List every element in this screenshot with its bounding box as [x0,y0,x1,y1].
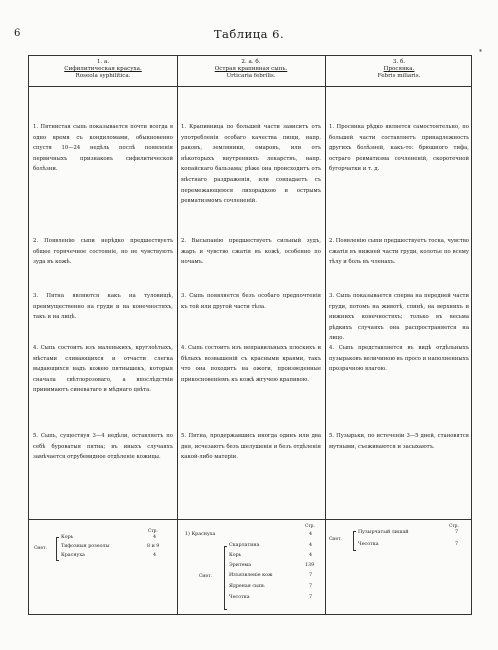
page-ref-header: Стр. [449,524,459,529]
corner-mark: * [479,49,482,56]
footnote-item-name: Эритема [229,563,252,568]
table-cell: 1. Крапивница по большей части зависитъ отъ употребленія особаго качества пищи, напр. раковъ, земляники, омаровъ, или отъ нѣкоторыхъ внутреннихъ лекарствъ, напр. копайскаго бальзама; рѣже она происходитъ отъ мѣстнаго раздраженія, или совпадаетъ съ перемежающеюся лихорадкою и острымъ ревматизмомъ сочлененій. [181,124,321,205]
footnote-list-2 [185,522,321,614]
table-cell: 2. Высыпанію предшествуетъ сильный зудъ, жаръ и чувство сжатія въ кожѣ, особенно по ночамъ. [181,238,321,266]
footnote-item-page: 4 [153,553,157,558]
footnote-item-page: 139 [305,563,315,568]
table-cell: 3. Пятна являются какъ на туловищѣ, преимущественно на груди и на конечностяхъ, такъ и на лицѣ. [33,293,173,321]
brace [353,531,356,551]
footnote-item-name: Пузырчатый лишай [358,530,409,535]
footnote-item-page: 4 [309,553,313,558]
footnote-item-name: 1) Краснуха [185,532,216,537]
table-cell: 2. Появленію сыпи нерѣдко предшествуетъ общее горячечное состояніе, но не чувствуютъ зуда въ кожѣ. [33,238,173,266]
footnote-item-page: 4 [309,532,313,537]
footnote-list-1 [34,527,171,567]
column-divider [177,56,178,614]
table-cell: 4. Сыпь представляется въ видѣ отдѣльныхъ пузырьковъ величиною въ просо и наполненныхъ прозрачною влагою. [329,345,469,373]
comparison-table [28,55,472,615]
column-divider [325,56,326,614]
column-name: Просянка. [383,66,415,73]
column-latin-name: Febris miliaris. [377,73,421,80]
footnote-item-name: Корь [229,553,242,558]
page-number: 6 [14,28,21,39]
table-cell: 1. Пятнистая сыпь показывается почти всегда в одно время съ кондиломами, обыкновенно спустя 10—24 недѣль послѣ появленія первичныхъ признаковъ сифилитической болѣзни. [33,124,173,173]
footnote-item-page: 4 [153,535,157,540]
page-ref-header: Стр. [305,524,315,529]
column-latin-name: Roseola syphilitica. [75,73,131,80]
column-name: Сифилитическая красуха. [64,66,142,73]
table-cell: 4. Сыпь состоитъ изъ маленькихъ, круглоѣтыхъ, мѣстами сливающихся и отчасти слегка выдающихся надъ кожею пятнышекъ, которыя сначала свѣтлорозоваго, а впослѣдствіи принимаютъ синеватаго и мѣднаго цвѣта. [33,345,173,394]
column-latin-name: Urticaria febrilis. [226,73,276,80]
footnote-item-name: Ядреная сыпь [229,584,265,589]
page-ref-header: Стр. [148,529,158,534]
footnote-divider [29,519,471,520]
brace [224,546,227,610]
see-label: Смот. [199,574,212,579]
footnote-item-name: Краснуха [61,553,85,558]
column-name: Острая крапивная сыпь. [214,66,288,73]
footnote-item-page: 8 и 9 [147,544,160,549]
footnote-item-name: Изъязвленіе кож [229,573,273,578]
table-cell: 1. Просянка рѣдко является самостоятельно, по большей части составляетъ принадлежность другихъ болѣзней, какъ-то: брюшного тифа, остраго ревматизма сочлененій, скоротечной бугорчатки и т. д. [329,124,469,173]
footnote-item-page: 7 [309,595,313,600]
footnote-item-name: Корь [61,535,74,540]
footnote-item-name: Чесотка [229,595,250,600]
see-label: Смот. [34,546,47,551]
footnote-item-page: 7 [309,584,313,589]
column-header-3 [325,59,473,81]
footnote-list-3 [329,522,469,558]
page-title: Таблица 6. [213,27,285,41]
column-header-1 [29,59,177,81]
footnote-item-page: 7 [455,530,459,535]
table-cell: 4. Сыпь состоитъ изъ неправильныхъ плоскихъ и бѣлыхъ возвышеній съ красными краями, такъ что она походитъ на ожоги, произведенные прикосновеніемъ къ кожѣ жгучею крапивою. [181,345,321,383]
column-header-2 [177,59,325,81]
footnote-item-name: Чесотка [358,542,379,547]
column-number: 3. б. [392,59,406,65]
table-cell: 3. Сыпь показывается сперва на передней части груди, потомъ на животѣ, спинѣ, на верхнихъ и нижнихъ конечностяхъ; только въ весьма рѣдкихъ случаяхъ она распространяется на лицо. [329,293,469,342]
footnote-item-page: 4 [309,543,313,548]
table-cell: 2. Появленію сыпи предшествуетъ тоска, чувство сжатія въ нижней части груди, колотье по всему тѣлу и боль въ членахъ. [329,238,469,266]
column-number: 2. a. б. [241,59,261,65]
brace [56,537,59,561]
see-label: Смот. [329,537,342,542]
footnote-item-name: Скарлатина [229,543,260,548]
table-cell: 3. Сыпь появляется безъ особаго предпочтенія къ той или другой части тѣла. [181,293,321,310]
table-cell: 5. Пятна, продержавшись иногда одинъ или два дня, исчезаютъ безъ шелушенія и безъ отдѣленія какой-либо матеріи. [181,433,321,461]
column-number: 1. a. [96,59,110,65]
table-cell: 5. Сыпь, существуя 3—4 недѣли, оставляетъ по себѣ буроватыя пятна; въ иныхъ случаяхъ замѣчается отрубевидное отдѣленіе кожицы. [33,433,173,461]
footnote-item-page: 7 [455,542,459,547]
footnote-item-page: 7 [309,573,313,578]
table-cell: 5. Пузырьки, по истеченіи 3—5 дней, становятся мутными, съеживаются и засыхаютъ. [329,433,469,450]
header-divider [29,86,471,87]
footnote-item-name: Тифозныя розеолы [61,544,110,549]
